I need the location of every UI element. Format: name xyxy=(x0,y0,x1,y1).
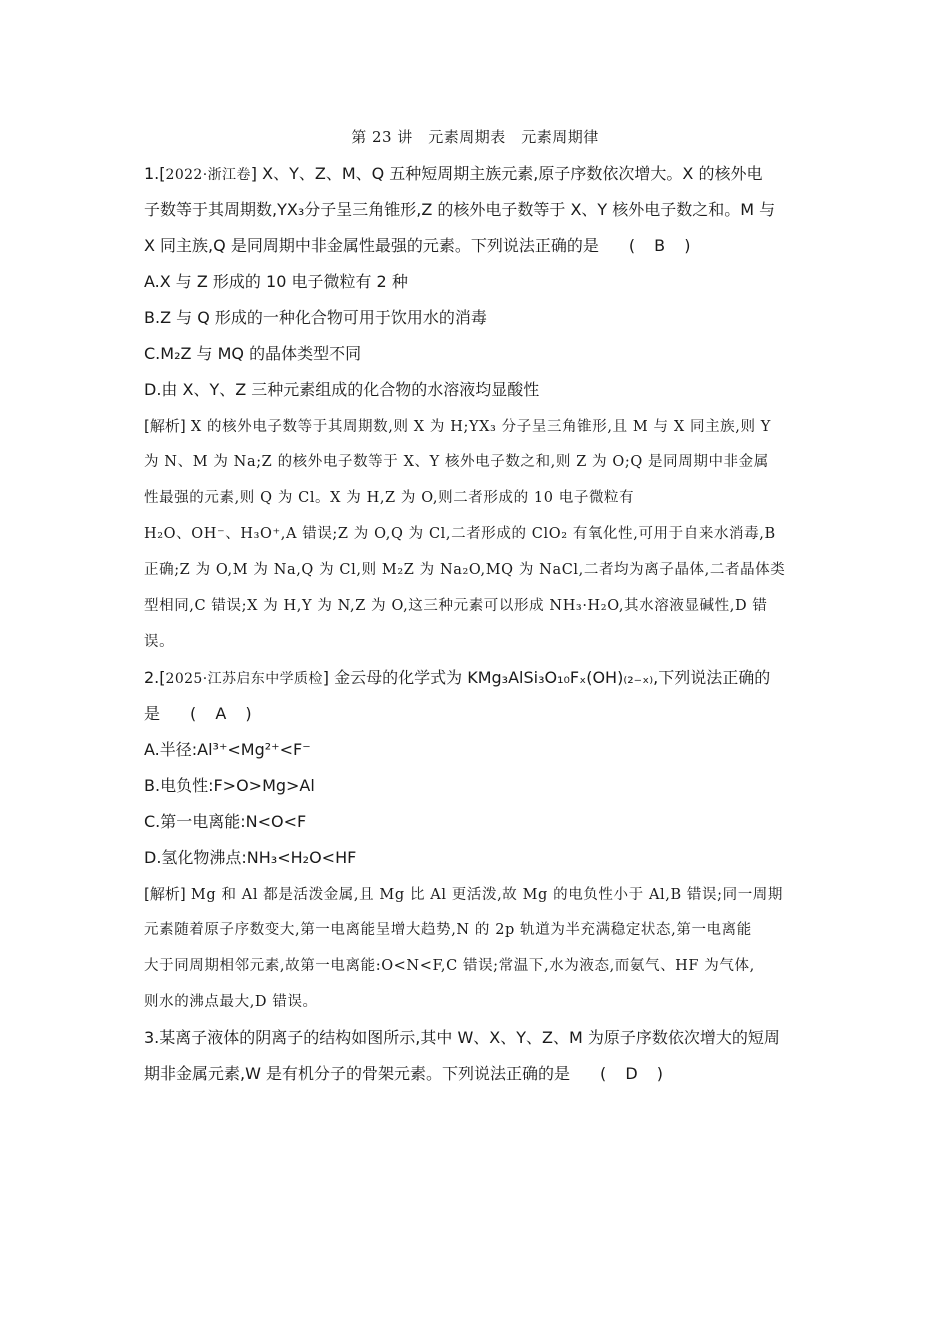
question-2-explanation-line-2: 元素随着原子序数变大,第一电离能呈增大趋势,N 的 2p 轨道为半充满稳定状态,第一电离能 xyxy=(144,922,752,938)
question-1-explanation-line-3: 性最强的元素,则 Q 为 Cl。X 为 H,Z 为 O,则二者形成的 10 电子微粒有 xyxy=(144,490,635,506)
explanation-tag: [解析] xyxy=(144,417,186,435)
question-2-explanation-line-4: 则水的沸点最大,D 错误。 xyxy=(144,994,318,1010)
question-2-answer: ( A ) xyxy=(190,704,252,723)
question-1-explanation-line-7: 误。 xyxy=(144,634,175,650)
question-1-explanation-line-5: 正确;Z 为 O,M 为 Na,Q 为 Cl,则 M₂Z 为 Na₂O,MQ 为 NaCl,二者均为离子晶体,二者晶体类 xyxy=(144,562,786,578)
question-3-stem-line-1: 3.某离子液体的阴离子的结构如图所示,其中 W、X、Y、Z、M 为原子序数依次增大的短周 xyxy=(144,1028,780,1047)
question-3-answer: ( D ) xyxy=(600,1064,663,1083)
question-2-option-a: A.半径:Al³⁺<Mg²⁺<F⁻ xyxy=(144,740,311,759)
page-title: 第 23 讲 元素周期表 元素周期律 xyxy=(351,128,599,146)
question-1-option-b: B.Z 与 Q 形成的一种化合物可用于饮用水的消毒 xyxy=(144,308,487,327)
question-2-option-d: D.氢化物沸点:NH₃<H₂O<HF xyxy=(144,848,357,867)
question-1-option-c: C.M₂Z 与 MQ 的晶体类型不同 xyxy=(144,344,362,363)
question-2-option-c: C.第一电离能:N<O<F xyxy=(144,812,307,831)
explanation-tag: [解析] xyxy=(144,885,186,903)
question-3-stem-line-2: 期非金属元素,W 是有机分子的骨架元素。下列说法正确的是 ( D ) xyxy=(144,1056,808,1092)
question-1-answer: ( B ) xyxy=(628,236,691,255)
question-2 xyxy=(144,660,808,1020)
question-1-source: 2022·浙江卷 xyxy=(165,167,251,183)
question-2-explanation-line-3: 大于同周期相邻元素,故第一电离能:O<N<F,C 错误;常温下,水为液态,而氨气、HF 为气体, xyxy=(144,958,755,974)
question-1-stem-line-2: 子数等于其周期数,YX₃分子呈三角锥形,Z 的核外电子数等于 X、Y 核外电子数之和。M 与 xyxy=(144,200,776,219)
question-2-stem-line-2: 是 ( A ) xyxy=(144,696,808,732)
question-1-explanation-line-4: H₂O、OH⁻、H₃O⁺,A 错误;Z 为 O,Q 为 Cl,二者形成的 ClO₂ 有氧化性,可用于自来水消毒,B xyxy=(144,526,776,542)
question-2-stem-line-1: 2.[2025·江苏启东中学质检] 金云母的化学式为 KMg₃AlSi₃O₁₀Fₓ(OH)₍₂₋ₓ₎,下列说法正确的 xyxy=(144,668,771,687)
question-2-source: 2025·江苏启东中学质检 xyxy=(165,671,323,687)
question-1-option-a: A.X 与 Z 形成的 10 电子微粒有 2 种 xyxy=(144,272,408,291)
question-2-explanation-line-1: [解析] Mg 和 Al 都是活泼金属,且 Mg 比 Al 更活泼,故 Mg 的电负性小于 Al,B 错误;同一周期 xyxy=(144,885,784,903)
question-list xyxy=(144,156,808,1092)
question-2-option-b: B.电负性:F>O>Mg>Al xyxy=(144,776,315,795)
question-1-explanation-line-1: [解析] X 的核外电子数等于其周期数,则 X 为 H;YX₃ 分子呈三角锥形,且 M 与 X 同主族,则 Y xyxy=(144,417,771,435)
question-1-explanation-line-6: 型相同,C 错误;X 为 H,Y 为 N,Z 为 O,这三种元素可以形成 NH₃·H₂O,其水溶液显碱性,D 错 xyxy=(144,598,768,614)
question-1-explanation-line-2: 为 N、M 为 Na;Z 的核外电子数等于 X、Y 核外电子数之和,则 Z 为 O;Q 是同周期中非金属 xyxy=(144,454,769,470)
question-1-option-d: D.由 X、Y、Z 三种元素组成的化合物的水溶液均显酸性 xyxy=(144,380,540,399)
question-1 xyxy=(144,156,808,660)
question-1-stem-line-1: 1.[2022·浙江卷] X、Y、Z、M、Q 五种短周期主族元素,原子序数依次增大。X 的核外电 xyxy=(144,164,763,183)
question-3 xyxy=(144,1020,808,1092)
question-1-stem-line-3: X 同主族,Q 是同周期中非金属性最强的元素。下列说法正确的是 ( B ) xyxy=(144,228,808,264)
